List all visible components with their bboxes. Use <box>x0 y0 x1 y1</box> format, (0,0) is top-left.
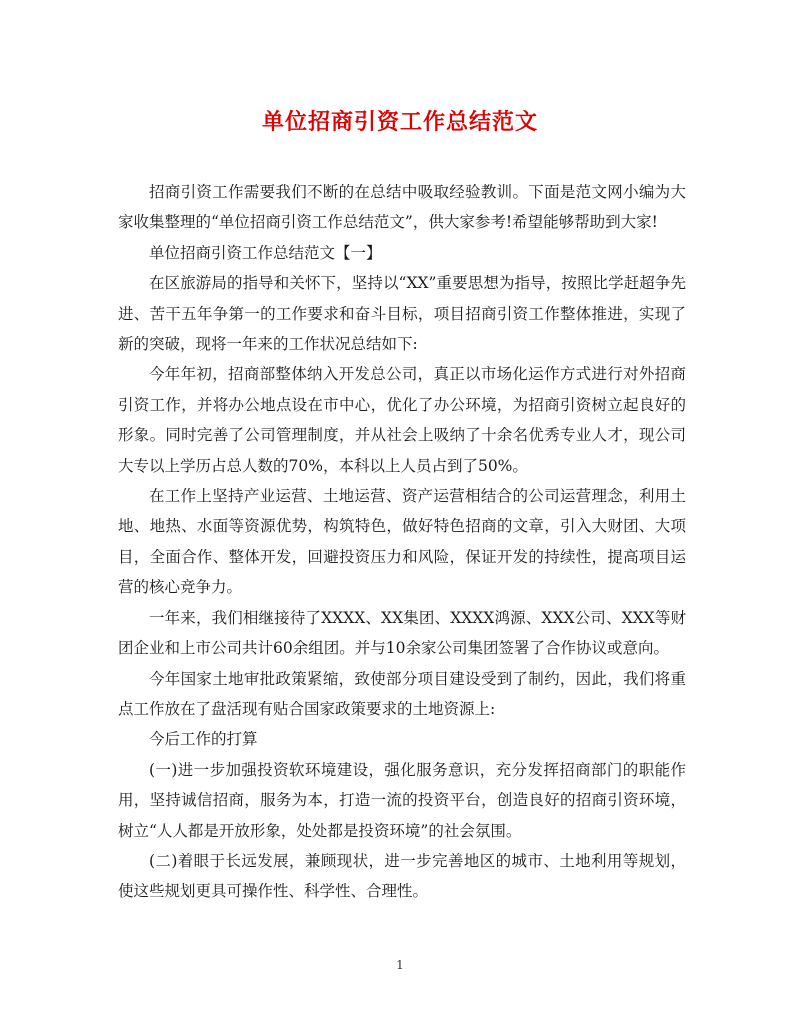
paragraph-intro: 招商引资工作需要我们不断的在总结中吸取经验教训。下面是范文网小编为大家收集整理的“单位招商引资工作总结范文”，供大家参考!希望能够帮助到大家! <box>118 183 686 232</box>
paragraph-operation: 在工作上坚持产业运营、土地运营、资产运营相结合的公司运营理念，利用土地、地热、水面等资源优势，构筑特色，做好特色招商的文章，引入大财团、大项目，全面合作、整体开发，回避投资压力和风险，保证开发的持续性，提高项目运营的核心竞争力。 <box>118 487 686 597</box>
paragraph-land-policy: 今年国家土地审批政策紧缩，致使部分项目建设受到了制约，因此，我们将重点工作放在了盘活现有贴合国家政策要求的土地资源上: <box>118 669 686 718</box>
document-body <box>118 177 686 907</box>
paragraph-restructure: 今年年初，招商部整体纳入开发总公司，真正以市场化运作方式进行对外招商引资工作，并将办公地点设在市中心，优化了办公环境，为招商引资树立起良好的形象。同时完善了公司管理制度，并从社会上吸纳了十余名优秀专业人才，现公司大专以上学历占总人数的70%，本科以上人员占到了50%。 <box>118 365 686 475</box>
page-number: 1 <box>396 958 404 972</box>
paragraph-plan-1: (一)进一步加强投资软环境建设，强化服务意识，充分发挥招商部门的职能作用，坚持诚信招商，服务为本，打造一流的投资平台，创造良好的招商引资环境，树立“人人都是开放形象，处处都是投资环境”的社会氛围。 <box>118 760 686 840</box>
section-heading-1: 单位招商引资工作总结范文【一】 <box>149 243 382 262</box>
paragraph-reception: 一年来，我们相继接待了XXXX、XX集团、XXXX鸿源、XXX公司、XXX等财团企业和上市公司共计60余组团。并与10余家公司集团签署了合作协议或意向。 <box>118 608 686 658</box>
paragraph-guidance: 在区旅游局的指导和关怀下，坚持以“XX”重要思想为指导，按照比学赶超争先进、苦干五年争第一的工作要求和奋斗目标，项目招商引资工作整体推进，实现了新的突破，现将一年来的工作状况总结如下: <box>118 274 686 354</box>
document-title: 单位招商引资工作总结范文 <box>261 109 538 135</box>
paragraph-plan-2: (二)着眼于长远发展，兼顾现状，进一步完善地区的城市、土地利用等规划，使这些规划更具可操作性、科学性、合理性。 <box>118 851 686 901</box>
section-heading-plans: 今后工作的打算 <box>149 730 258 749</box>
